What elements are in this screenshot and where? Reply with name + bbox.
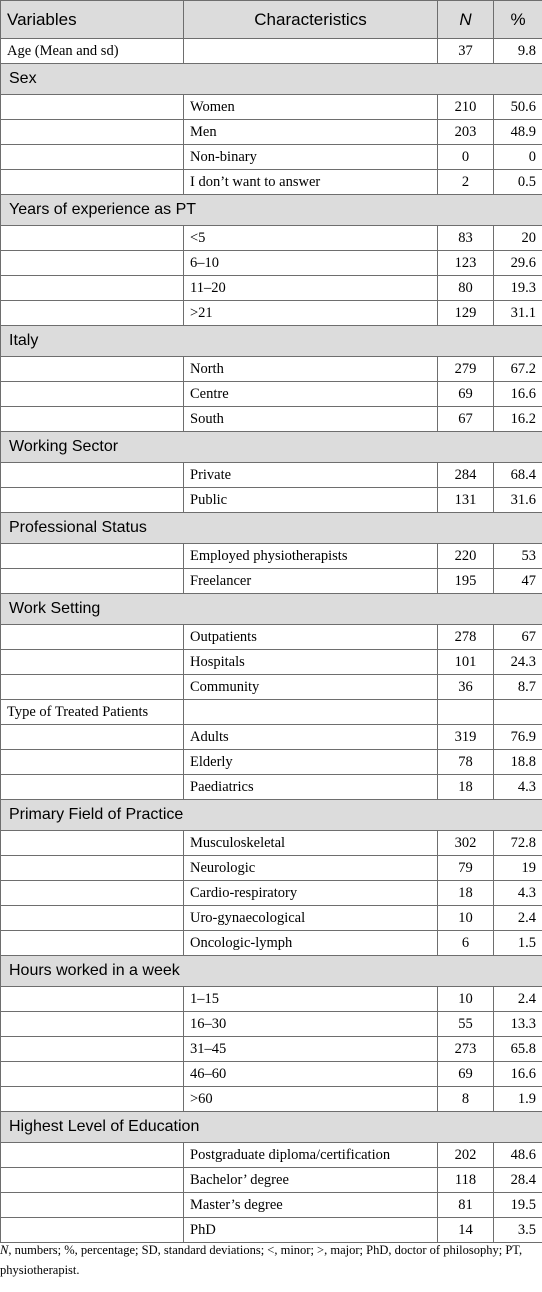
- percent-cell: 20: [494, 226, 542, 251]
- percent-cell: 50.6: [494, 95, 542, 120]
- characteristic-cell: PhD: [184, 1218, 438, 1243]
- table-body: [1, 39, 542, 1243]
- characteristic-cell: Men: [184, 120, 438, 145]
- table-row: [1, 1012, 542, 1037]
- percent-cell: 24.3: [494, 650, 542, 675]
- n-cell: 2: [438, 170, 494, 195]
- table-row: [1, 1193, 542, 1218]
- characteristic-cell: Postgraduate diploma/certification: [184, 1143, 438, 1168]
- percent-cell: 19.3: [494, 276, 542, 301]
- age-n: 37: [438, 39, 494, 64]
- variable-cell: [1, 95, 184, 120]
- table-row: [1, 775, 542, 800]
- characteristic-cell: Adults: [184, 725, 438, 750]
- variable-cell: [1, 357, 184, 382]
- variable-cell: [1, 569, 184, 594]
- section-title: Hours worked in a week: [1, 956, 542, 987]
- characteristic-cell: >21: [184, 301, 438, 326]
- characteristic-cell: Master’s degree: [184, 1193, 438, 1218]
- table-row: [1, 881, 542, 906]
- percent-cell: 8.7: [494, 675, 542, 700]
- characteristic-cell: Musculoskeletal: [184, 831, 438, 856]
- section-title: Primary Field of Practice: [1, 800, 542, 831]
- characteristic-cell: Bachelor’ degree: [184, 1168, 438, 1193]
- header-characteristics: Characteristics: [184, 1, 438, 39]
- table-row: [1, 831, 542, 856]
- variable-cell: [1, 625, 184, 650]
- characteristic-cell: Uro-gynaecological: [184, 906, 438, 931]
- n-cell: 81: [438, 1193, 494, 1218]
- percent-cell: 48.6: [494, 1143, 542, 1168]
- variable-cell: [1, 120, 184, 145]
- percent-cell: 0.5: [494, 170, 542, 195]
- characteristic-cell: 31–45: [184, 1037, 438, 1062]
- n-cell: 10: [438, 987, 494, 1012]
- percent-cell: 76.9: [494, 725, 542, 750]
- variable-cell: [1, 987, 184, 1012]
- variable-cell: [1, 1087, 184, 1112]
- percent-cell: 16.2: [494, 407, 542, 432]
- variable-cell: [1, 301, 184, 326]
- table-row: [1, 1062, 542, 1087]
- percent-cell: 31.1: [494, 301, 542, 326]
- table-row: [1, 856, 542, 881]
- section-header-row: [1, 800, 542, 831]
- table-row: [1, 544, 542, 569]
- variable-cell: [1, 170, 184, 195]
- percent-cell: 48.9: [494, 120, 542, 145]
- percent-cell: 2.4: [494, 987, 542, 1012]
- table-row: [1, 1037, 542, 1062]
- characteristic-cell: Cardio-respiratory: [184, 881, 438, 906]
- n-cell: 83: [438, 226, 494, 251]
- n-cell: 210: [438, 95, 494, 120]
- variable-cell: [1, 488, 184, 513]
- percent-cell: 67.2: [494, 357, 542, 382]
- percent-cell: 31.6: [494, 488, 542, 513]
- n-cell: 0: [438, 145, 494, 170]
- variable-cell: [1, 145, 184, 170]
- section-header-row: [1, 1112, 542, 1143]
- characteristic-cell: I don’t want to answer: [184, 170, 438, 195]
- header-percent: %: [494, 1, 542, 39]
- age-characteristic: [184, 39, 438, 64]
- n-cell: 129: [438, 301, 494, 326]
- n-cell: 6: [438, 931, 494, 956]
- variable-cell: [1, 1168, 184, 1193]
- variable-cell: [1, 881, 184, 906]
- characteristic-cell: Women: [184, 95, 438, 120]
- variable-cell: [1, 1037, 184, 1062]
- variable-cell: [1, 1012, 184, 1037]
- percent-cell: 0: [494, 145, 542, 170]
- variable-cell: [1, 276, 184, 301]
- treated-label: Type of Treated Patients: [1, 700, 184, 725]
- characteristic-cell: 16–30: [184, 1012, 438, 1037]
- characteristic-cell: 11–20: [184, 276, 438, 301]
- table-row: [1, 750, 542, 775]
- percent-cell: 19.5: [494, 1193, 542, 1218]
- characteristic-cell: 6–10: [184, 251, 438, 276]
- percent-cell: 28.4: [494, 1168, 542, 1193]
- section-title: Sex: [1, 64, 542, 95]
- characteristic-cell: Centre: [184, 382, 438, 407]
- n-cell: 69: [438, 382, 494, 407]
- section-title: Professional Status: [1, 513, 542, 544]
- percent-cell: 67: [494, 625, 542, 650]
- table-row: [1, 226, 542, 251]
- n-cell: 69: [438, 1062, 494, 1087]
- n-cell: 14: [438, 1218, 494, 1243]
- variable-cell: [1, 251, 184, 276]
- variable-cell: [1, 650, 184, 675]
- percent-cell: 2.4: [494, 906, 542, 931]
- table-row: [1, 463, 542, 488]
- percent-cell: 4.3: [494, 881, 542, 906]
- n-cell: 10: [438, 906, 494, 931]
- table-row: [1, 145, 542, 170]
- n-cell: 302: [438, 831, 494, 856]
- n-cell: 36: [438, 675, 494, 700]
- table-row: [1, 170, 542, 195]
- percent-cell: 13.3: [494, 1012, 542, 1037]
- percent-cell: [494, 700, 542, 725]
- header-row: [1, 1, 542, 39]
- percent-cell: 3.5: [494, 1218, 542, 1243]
- footnote-n: N: [0, 1243, 9, 1257]
- table-row: [1, 625, 542, 650]
- characteristic-cell: North: [184, 357, 438, 382]
- section-title: Working Sector: [1, 432, 542, 463]
- n-cell: [438, 700, 494, 725]
- characteristic-cell: Hospitals: [184, 650, 438, 675]
- n-cell: 18: [438, 881, 494, 906]
- percent-cell: 19: [494, 856, 542, 881]
- characteristic-cell: Non-binary: [184, 145, 438, 170]
- percent-cell: 29.6: [494, 251, 542, 276]
- variable-cell: [1, 463, 184, 488]
- characteristic-cell: Oncologic-lymph: [184, 931, 438, 956]
- n-cell: 118: [438, 1168, 494, 1193]
- variable-cell: [1, 906, 184, 931]
- characteristic-cell: Employed physiotherapists: [184, 544, 438, 569]
- characteristic-cell: Community: [184, 675, 438, 700]
- variable-cell: [1, 407, 184, 432]
- characteristic-cell: South: [184, 407, 438, 432]
- characteristic-cell: 46–60: [184, 1062, 438, 1087]
- percent-cell: 1.9: [494, 1087, 542, 1112]
- n-cell: 220: [438, 544, 494, 569]
- n-cell: 273: [438, 1037, 494, 1062]
- n-cell: 195: [438, 569, 494, 594]
- table-footnote: [0, 1240, 538, 1280]
- characteristic-cell: Freelancer: [184, 569, 438, 594]
- variable-cell: [1, 1143, 184, 1168]
- n-cell: 55: [438, 1012, 494, 1037]
- characteristic-cell: <5: [184, 226, 438, 251]
- section-header-row: [1, 326, 542, 357]
- age-row: [1, 39, 542, 64]
- characteristic-cell: Paediatrics: [184, 775, 438, 800]
- n-cell: 123: [438, 251, 494, 276]
- percent-cell: 47: [494, 569, 542, 594]
- characteristic-cell: Elderly: [184, 750, 438, 775]
- table-row: [1, 1168, 542, 1193]
- variable-cell: [1, 675, 184, 700]
- section-header-row: [1, 432, 542, 463]
- variable-cell: [1, 544, 184, 569]
- section-header-row: [1, 956, 542, 987]
- characteristic-cell: Neurologic: [184, 856, 438, 881]
- characteristic-cell: Private: [184, 463, 438, 488]
- table-row: [1, 675, 542, 700]
- n-cell: 278: [438, 625, 494, 650]
- n-cell: 79: [438, 856, 494, 881]
- characteristic-cell: [184, 700, 438, 725]
- age-label: Age (Mean and sd): [1, 39, 184, 64]
- percent-cell: 53: [494, 544, 542, 569]
- characteristic-cell: >60: [184, 1087, 438, 1112]
- section-title: Highest Level of Education: [1, 1112, 542, 1143]
- n-cell: 80: [438, 276, 494, 301]
- table-row: [1, 569, 542, 594]
- table-row: [1, 382, 542, 407]
- table-row: [1, 1087, 542, 1112]
- section-title: Italy: [1, 326, 542, 357]
- table-row: [1, 987, 542, 1012]
- percent-cell: 1.5: [494, 931, 542, 956]
- section-header-row: [1, 594, 542, 625]
- age-pct: 9.8: [494, 39, 542, 64]
- section-title: Work Setting: [1, 594, 542, 625]
- variable-cell: [1, 775, 184, 800]
- n-cell: 101: [438, 650, 494, 675]
- table-row: [1, 95, 542, 120]
- percent-cell: 65.8: [494, 1037, 542, 1062]
- table-row: [1, 251, 542, 276]
- variable-cell: [1, 1218, 184, 1243]
- section-header-row: [1, 195, 542, 226]
- header-variables: Variables: [1, 1, 184, 39]
- table-row: [1, 931, 542, 956]
- section-header-row: [1, 64, 542, 95]
- table-row: [1, 1143, 542, 1168]
- n-cell: 67: [438, 407, 494, 432]
- variable-cell: [1, 1062, 184, 1087]
- table-row: [1, 725, 542, 750]
- n-cell: 78: [438, 750, 494, 775]
- n-cell: 203: [438, 120, 494, 145]
- treated-label-row: [1, 700, 542, 725]
- variable-cell: [1, 856, 184, 881]
- table-row: [1, 488, 542, 513]
- percent-cell: 68.4: [494, 463, 542, 488]
- section-title: Years of experience as PT: [1, 195, 542, 226]
- percent-cell: 72.8: [494, 831, 542, 856]
- table-row: [1, 301, 542, 326]
- percent-cell: 16.6: [494, 382, 542, 407]
- n-cell: 8: [438, 1087, 494, 1112]
- n-cell: 284: [438, 463, 494, 488]
- characteristic-cell: Public: [184, 488, 438, 513]
- percent-cell: 18.8: [494, 750, 542, 775]
- variable-cell: [1, 226, 184, 251]
- table-row: [1, 120, 542, 145]
- n-cell: 18: [438, 775, 494, 800]
- table-row: [1, 906, 542, 931]
- percent-cell: 4.3: [494, 775, 542, 800]
- variable-cell: [1, 382, 184, 407]
- variable-cell: [1, 831, 184, 856]
- footnote-text: , numbers; %, percentage; SD, standard deviations; <, minor; >, major; PhD, doctor of philosophy; PT, physiotherapist.: [0, 1243, 523, 1277]
- section-header-row: [1, 513, 542, 544]
- n-cell: 202: [438, 1143, 494, 1168]
- variable-cell: [1, 750, 184, 775]
- n-cell: 131: [438, 488, 494, 513]
- table-row: [1, 357, 542, 382]
- table-row: [1, 276, 542, 301]
- header-n: N: [438, 1, 494, 39]
- variable-cell: [1, 725, 184, 750]
- characteristic-cell: 1–15: [184, 987, 438, 1012]
- variable-cell: [1, 931, 184, 956]
- characteristic-cell: Outpatients: [184, 625, 438, 650]
- table-row: [1, 650, 542, 675]
- n-cell: 319: [438, 725, 494, 750]
- table-row: [1, 1218, 542, 1243]
- variable-cell: [1, 1193, 184, 1218]
- table-row: [1, 407, 542, 432]
- n-cell: 279: [438, 357, 494, 382]
- percent-cell: 16.6: [494, 1062, 542, 1087]
